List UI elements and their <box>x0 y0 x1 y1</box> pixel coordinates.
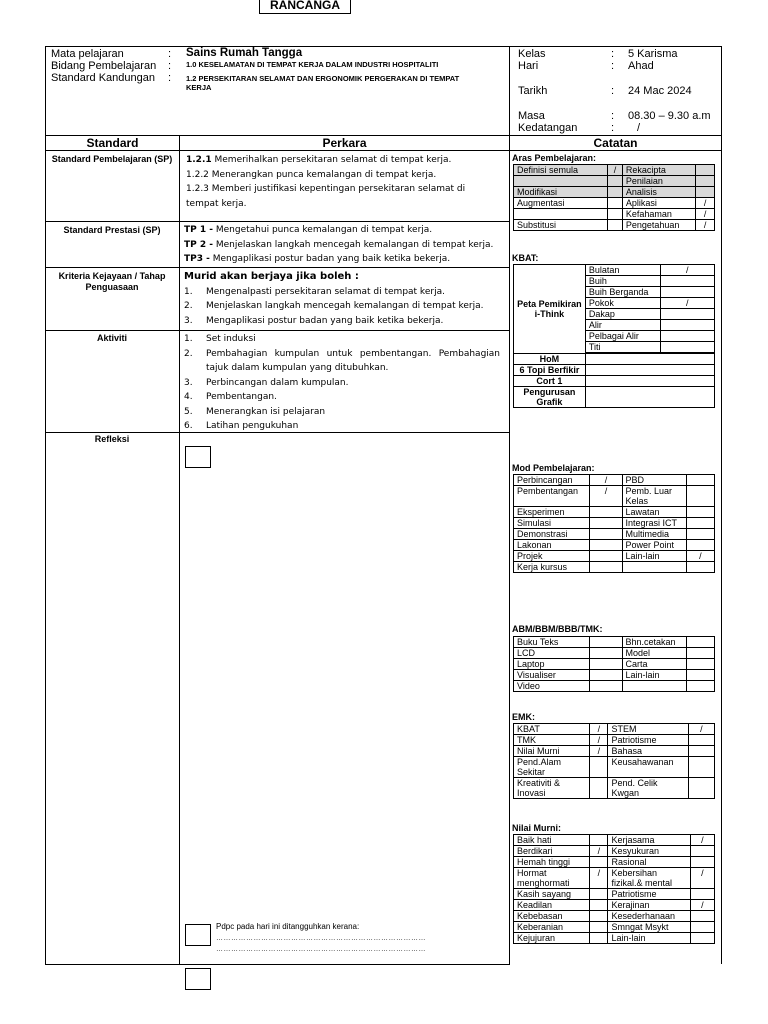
abm-table <box>513 636 715 692</box>
mod-cell: Lawatan <box>622 507 686 518</box>
kbat-other-label: 6 Topi Berfikir <box>514 365 586 376</box>
tarikh-label: Tarikh <box>518 85 548 97</box>
aras-cell: Augmentasi <box>514 198 608 209</box>
emk-table <box>513 723 715 799</box>
abm-title: ABM/BBM/BBB/TMK: <box>512 624 603 634</box>
mod-cell <box>622 562 686 573</box>
nilai-mark <box>690 911 714 922</box>
kriteria-content <box>184 270 506 328</box>
emk-cell: Bahasa <box>608 746 688 757</box>
table-row <box>514 835 715 846</box>
emk-cell: Nilai Murni <box>514 746 590 757</box>
emk-cell: Pend. Celik Kwgan <box>608 778 688 799</box>
pdpc-text: Pdpc pada hari ini ditangguhkan kerana: <box>216 922 360 931</box>
sp-code: 1.2.1 <box>186 155 212 165</box>
table-row <box>514 529 715 540</box>
table-row <box>514 868 715 889</box>
nilai-cell: Kesederhanaan <box>608 911 690 922</box>
aras-mark <box>696 176 715 187</box>
tp-code: TP3 - <box>184 254 210 264</box>
nilai-cell: Hormat menghormati <box>514 868 590 889</box>
aras-mark: / <box>696 209 715 220</box>
table-row <box>514 735 715 746</box>
abm-mark <box>590 659 622 670</box>
nilai-mark <box>590 933 608 944</box>
peta-cell: Pokok <box>585 298 660 309</box>
table-left-border <box>45 46 46 964</box>
pdpc-checkbox[interactable] <box>185 924 211 946</box>
table-row <box>514 637 715 648</box>
peta-cell: Bulatan <box>585 265 660 276</box>
aktiviti-label: Aktiviti <box>96 333 127 343</box>
refleksi-checkbox[interactable] <box>185 446 211 468</box>
abm-cell: Buku Teks <box>514 637 590 648</box>
kriteria-label: Kriteria Kejayaan / Tahap Penguasaan <box>58 271 166 292</box>
aras-mark <box>608 220 623 231</box>
sp-text: Menerangkan punca kemalangan di tempat kerja. <box>211 169 437 180</box>
table-row <box>514 778 715 799</box>
row-divider <box>45 330 510 331</box>
hari-label: Hari <box>518 60 539 72</box>
kedatangan-value: / <box>637 122 641 134</box>
mod-cell: PBD <box>622 475 686 486</box>
refleksi-label: Refleksi <box>94 434 130 444</box>
aras-title: Aras Pembelajaran: <box>512 153 597 163</box>
aras-cell: Rekacipta <box>622 165 695 176</box>
mod-title: Mod Pembelajaran: <box>512 463 595 473</box>
table-right-border <box>721 46 722 964</box>
aras-cell: Pengetahuan <box>622 220 695 231</box>
aktiviti-item-text: Pembentangan. <box>206 392 277 402</box>
nilai-mark <box>590 900 608 911</box>
catatan-divider <box>509 46 510 964</box>
peta-mark: / <box>660 265 715 276</box>
aras-mark: / <box>696 220 715 231</box>
list-item: 2. Pembahagian kumpulan untuk pembentangan. Pembahagian tajuk dalam kumpulan yang ditubuhkan. <box>184 348 500 373</box>
nilai-mark: / <box>690 835 714 846</box>
table-row <box>514 507 715 518</box>
tp-code: TP 1 - <box>184 225 213 235</box>
tp-text: Menjelaskan langkah mencegah kemalangan di tempat kerja. <box>215 239 494 250</box>
table-row <box>514 387 715 408</box>
nilai-title: Nilai Murni: <box>512 823 561 833</box>
mod-cell: Integrasi ICT <box>622 518 686 529</box>
colon: : <box>611 60 615 72</box>
table-row <box>514 365 715 376</box>
colon: : <box>611 110 615 122</box>
table-row <box>514 176 715 187</box>
colon: : <box>611 48 615 60</box>
kriteria-item-text: Menjelaskan langkah mencegah kemalangan di tempat kerja. <box>206 301 484 311</box>
nilai-cell: Kerajinan <box>608 900 690 911</box>
header-labels <box>51 48 156 84</box>
sp-label: Standard Pembelajaran (SP) <box>51 154 173 164</box>
peta-cell: Dakap <box>585 309 660 320</box>
aras-cell: Definisi semula <box>514 165 608 176</box>
row-divider <box>45 221 510 222</box>
table-row <box>514 165 715 176</box>
aras-mark <box>608 198 623 209</box>
aras-cell: Penilaian <box>622 176 695 187</box>
peta-cell: Buih Berganda <box>585 287 660 298</box>
nilai-cell: Rasional <box>608 857 690 868</box>
colon: : <box>168 60 172 72</box>
kbat-title: KBAT: <box>512 253 539 263</box>
emk-cell: Kreativiti & Inovasi <box>514 778 590 799</box>
nilai-mark <box>690 889 714 900</box>
mod-mark <box>590 540 622 551</box>
emk-mark <box>688 778 714 799</box>
nilai-cell: Kasih sayang <box>514 889 590 900</box>
nilai-cell: Kerjasama <box>608 835 690 846</box>
table-row <box>514 265 715 276</box>
sp-code: 1.2.2 <box>186 169 209 180</box>
tp-text: Mengaplikasi postur badan yang baik ketika bekerja. <box>212 254 451 264</box>
aras-cell: Analisis <box>622 187 695 198</box>
nilai-mark <box>590 857 608 868</box>
list-item: 4. Pembentangan. <box>184 392 277 402</box>
abm-cell: Video <box>514 681 590 692</box>
nilai-cell: Smngat Msykt <box>608 922 690 933</box>
emk-cell: TMK <box>514 735 590 746</box>
abm-cell: Carta <box>622 659 686 670</box>
tarikh-value: 24 Mac 2024 <box>628 85 692 97</box>
kbat-other-label: Pengurusan Grafik <box>514 387 586 408</box>
mod-cell: Lain-lain <box>622 551 686 562</box>
list-item: 6. Latihan pengukuhan <box>184 421 299 431</box>
table-row <box>514 562 715 573</box>
document-title: RANCANGA <box>259 0 351 14</box>
mod-mark <box>686 529 714 540</box>
abm-cell: LCD <box>514 648 590 659</box>
mod-mark <box>686 518 714 529</box>
emk-mark <box>688 735 714 746</box>
list-item: 1. Mengenalpasti persekitaran selamat di tempat kerja. <box>184 286 445 297</box>
mod-mark: / <box>590 475 622 486</box>
emk-cell: Keusahawanan <box>608 757 688 778</box>
mod-mark <box>590 518 622 529</box>
table-row <box>514 911 715 922</box>
aras-mark <box>696 165 715 176</box>
nilai-mark <box>590 889 608 900</box>
table-row <box>514 475 715 486</box>
peta-mark <box>660 276 715 287</box>
peta-cell: Titi <box>585 342 660 353</box>
table-row <box>514 846 715 857</box>
table-row <box>514 659 715 670</box>
nilai-cell: Keberanian <box>514 922 590 933</box>
nilai-mark <box>590 835 608 846</box>
nilai-cell: Kebebasan <box>514 911 590 922</box>
mod-cell: Demonstrasi <box>514 529 590 540</box>
table-row <box>514 922 715 933</box>
aras-cell <box>514 209 608 220</box>
mod-cell: Eksperimen <box>514 507 590 518</box>
mod-mark <box>686 540 714 551</box>
colon: : <box>611 85 615 97</box>
column-catatan-header: Catatan <box>593 136 638 150</box>
emk-mark: / <box>590 724 608 735</box>
aktiviti-item-text: Set induksi <box>206 334 256 344</box>
emk-cell: KBAT <box>514 724 590 735</box>
abm-mark <box>686 659 714 670</box>
mod-mark <box>590 562 622 573</box>
mod-mark <box>686 562 714 573</box>
abm-cell <box>622 681 686 692</box>
aktiviti-item-text: Perbincangan dalam kumpulan. <box>206 377 349 388</box>
mod-cell: Kerja kursus <box>514 562 590 573</box>
pdpc-dotted-line: ………………………………………………………………………… <box>216 946 426 953</box>
peta-cell: Alir <box>585 320 660 331</box>
nilai-mark: / <box>690 900 714 911</box>
sp-continuation: tempat kerja. <box>186 198 247 209</box>
mod-mark: / <box>590 486 622 507</box>
nilai-mark: / <box>590 868 608 889</box>
peta-mark <box>660 331 715 342</box>
mod-cell: Pemb. Luar Kelas <box>622 486 686 507</box>
aras-mark: / <box>608 165 623 176</box>
table-row <box>514 220 715 231</box>
kriteria-heading: Murid akan berjaya jika boleh : <box>184 271 359 282</box>
nilai-mark <box>590 911 608 922</box>
nilai-cell: Patriotisme <box>608 889 690 900</box>
aktiviti-item-text: Pembahagian kumpulan untuk pembentangan. Pembahagian tajuk dalam kumpulan yang ditubuhkan. <box>206 348 500 373</box>
nilai-cell: Kesyukuran <box>608 846 690 857</box>
extra-checkbox[interactable] <box>185 968 211 990</box>
standard-prestasi-label: Standard Prestasi (SP) <box>63 225 161 235</box>
aktiviti-item-text: Latihan pengukuhan <box>206 421 299 431</box>
kbat-other-label: Cort 1 <box>514 376 586 387</box>
emk-title: EMK: <box>512 712 535 722</box>
colon: : <box>168 72 172 84</box>
table-row <box>514 933 715 944</box>
masa-label: Masa <box>518 110 545 122</box>
standard-kandungan-label: Standard Kandungan <box>51 72 155 84</box>
standard-kandungan-value-1: 1.2 PERSEKITARAN SELAMAT DAN ERGONOMIK PERGERAKAN DI TEMPAT <box>186 74 460 83</box>
emk-mark <box>688 757 714 778</box>
pdpc-dotted-line: ………………………………………………………………………… <box>216 935 426 942</box>
peta-mark <box>660 287 715 298</box>
nilai-mark <box>690 857 714 868</box>
aras-mark <box>696 187 715 198</box>
colhdr-bottom-border <box>45 150 722 151</box>
abm-mark <box>686 648 714 659</box>
aras-mark <box>608 187 623 198</box>
row-divider <box>45 267 510 268</box>
peta-mark: / <box>660 298 715 309</box>
standard-prestasi-content <box>184 223 506 267</box>
mod-mark <box>590 529 622 540</box>
mod-cell: Simulasi <box>514 518 590 529</box>
table-row <box>514 187 715 198</box>
column-perkara-header: Perkara <box>322 136 367 150</box>
colon: : <box>611 122 615 134</box>
aras-cell: Substitusi <box>514 220 608 231</box>
mod-table <box>513 474 715 573</box>
kelas-value: 5 Karisma <box>628 48 678 60</box>
kelas-label: Kelas <box>518 48 546 60</box>
abm-mark <box>686 637 714 648</box>
abm-mark <box>590 637 622 648</box>
table-row <box>514 889 715 900</box>
abm-cell: Visualiser <box>514 670 590 681</box>
peta-mark <box>660 320 715 331</box>
column-standard-header: Standard <box>86 136 139 150</box>
list-item: 2. Menjelaskan langkah mencegah kemalangan di tempat kerja. <box>184 301 484 311</box>
nilai-cell: Berdikari <box>514 846 590 857</box>
nilai-table <box>513 834 715 944</box>
kbat-table <box>513 264 715 408</box>
list-item: 5. Menerangkan isi pelajaran <box>184 406 326 417</box>
kriteria-item-text: Mengaplikasi postur badan yang baik ketika bekerja. <box>206 315 444 326</box>
standard-kandungan-value-2: KERJA <box>186 83 212 92</box>
nilai-cell: Hemah tinggi <box>514 857 590 868</box>
nilai-mark: / <box>590 846 608 857</box>
table-row <box>514 857 715 868</box>
nilai-mark <box>690 846 714 857</box>
peta-pemikiran-label: Peta Pemikiran i-Think <box>514 265 586 354</box>
aras-mark: / <box>696 198 715 209</box>
nilai-cell: Keadilan <box>514 900 590 911</box>
masa-value: 08.30 – 9.30 a.m <box>628 110 711 122</box>
table-row <box>514 724 715 735</box>
mod-mark <box>590 507 622 518</box>
nilai-cell: Kejujuran <box>514 933 590 944</box>
abm-mark <box>590 670 622 681</box>
aras-mark <box>608 209 623 220</box>
table-row <box>514 551 715 562</box>
emk-mark: / <box>688 724 714 735</box>
nilai-cell: Kebersihan fizikal.& mental <box>608 868 690 889</box>
table-bottom-border <box>45 964 510 965</box>
nilai-mark <box>690 933 714 944</box>
hari-value: Ahad <box>628 60 654 72</box>
mod-cell: Pembentangan <box>514 486 590 507</box>
table-row <box>514 518 715 529</box>
aras-mark <box>608 176 623 187</box>
nilai-cell: Baik hati <box>514 835 590 846</box>
abm-mark <box>590 681 622 692</box>
mod-cell: Lakonan <box>514 540 590 551</box>
standard-divider <box>179 135 180 964</box>
kriteria-item-text: Mengenalpasti persekitaran selamat di tempat kerja. <box>206 286 445 297</box>
mod-cell: Projek <box>514 551 590 562</box>
abm-cell: Model <box>622 648 686 659</box>
emk-mark: / <box>590 746 608 757</box>
mata-pelajaran-label: Mata pelajaran <box>51 48 124 60</box>
sp-code: 1.2.3 <box>186 184 209 194</box>
table-row <box>514 757 715 778</box>
table-row <box>514 376 715 387</box>
aktiviti-content <box>184 332 500 434</box>
abm-mark <box>590 648 622 659</box>
table-row <box>514 209 715 220</box>
mod-mark <box>686 486 714 507</box>
nilai-mark: / <box>690 868 714 889</box>
peta-mark <box>660 342 715 353</box>
kbat-other-label: HoM <box>514 354 586 365</box>
list-item: 3. Mengaplikasi postur badan yang baik ketika bekerja. <box>184 315 444 326</box>
aras-cell: Aplikasi <box>622 198 695 209</box>
mod-mark <box>590 551 622 562</box>
table-row <box>514 900 715 911</box>
abm-mark <box>686 681 714 692</box>
emk-mark <box>590 778 608 799</box>
emk-cell: Patriotisme <box>608 735 688 746</box>
bidang-label: Bidang Pembelajaran <box>51 60 157 72</box>
emk-mark <box>688 746 714 757</box>
mod-cell: Multimedia <box>622 529 686 540</box>
sp-text: Memberi justifikasi kepentingan persekitaran selamat di <box>211 184 466 194</box>
table-row <box>514 486 715 507</box>
bidang-value: 1.0 KESELAMATAN DI TEMPAT KERJA DALAM INDUSTRI HOSPITALITI <box>186 60 439 69</box>
abm-cell: Laptop <box>514 659 590 670</box>
mod-mark <box>686 475 714 486</box>
aras-cell: Modifikasi <box>514 187 608 198</box>
table-row <box>514 354 715 365</box>
peta-mark <box>660 309 715 320</box>
mod-mark <box>686 507 714 518</box>
sp-text: Memerihalkan persekitaran selamat di tempat kerja. <box>214 155 452 165</box>
mod-mark: / <box>686 551 714 562</box>
table-row <box>514 681 715 692</box>
table-row <box>514 670 715 681</box>
aras-cell: Kefahaman <box>622 209 695 220</box>
peta-cell: Pelbagai Alir <box>585 331 660 342</box>
emk-cell: Pend.Alam Sekitar <box>514 757 590 778</box>
kedatangan-label: Kedatangan <box>518 122 578 134</box>
sp-content <box>186 153 504 211</box>
list-item: 3. Perbincangan dalam kumpulan. <box>184 377 349 388</box>
emk-cell: STEM <box>608 724 688 735</box>
mod-cell: Power Point <box>622 540 686 551</box>
aras-table <box>513 164 715 231</box>
aktiviti-item-text: Menerangkan isi pelajaran <box>206 406 326 417</box>
abm-mark <box>686 670 714 681</box>
table-row <box>514 198 715 209</box>
emk-mark <box>590 757 608 778</box>
tp-code: TP 2 - <box>184 239 213 250</box>
nilai-mark <box>690 922 714 933</box>
table-row <box>514 648 715 659</box>
nilai-cell: Lain-lain <box>608 933 690 944</box>
aras-cell <box>514 176 608 187</box>
list-item: 1. Set induksi <box>184 334 256 344</box>
mata-pelajaran-value: Sains Rumah Tangga <box>186 47 303 59</box>
tp-text: Mengetahui punca kemalangan di tempat kerja. <box>215 225 433 235</box>
mod-cell: Perbincangan <box>514 475 590 486</box>
abm-cell: Bhn.cetakan <box>622 637 686 648</box>
abm-cell: Lain-lain <box>622 670 686 681</box>
peta-cell: Buih <box>585 276 660 287</box>
emk-mark: / <box>590 735 608 746</box>
colon: : <box>168 48 172 60</box>
nilai-mark <box>590 922 608 933</box>
table-row <box>514 540 715 551</box>
table-row <box>514 746 715 757</box>
